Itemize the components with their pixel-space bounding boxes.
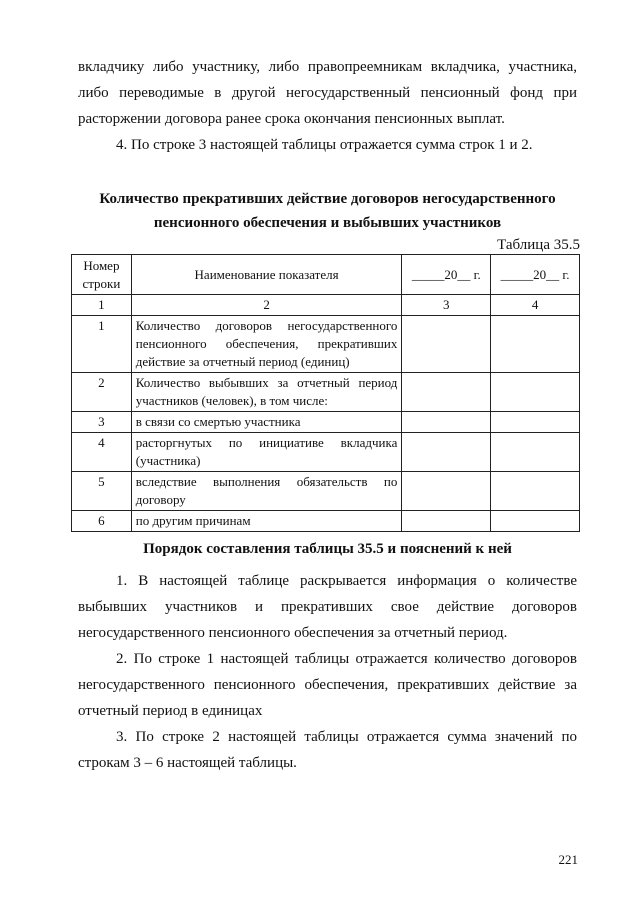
procedure-paragraph-1 [78, 568, 577, 646]
column-number-row [72, 295, 580, 316]
header-row-number-line: Номер [83, 257, 120, 273]
table-row [72, 316, 580, 373]
procedure-line: 2. По строке 1 настоящей таблицы отражается количество договоров [116, 651, 577, 667]
column-number: 3 [402, 295, 491, 316]
row-indicator-line: действие за отчетный период (единиц) [135, 354, 350, 369]
procedure-line: отчетный период в единицах [78, 703, 263, 719]
page-number: 221 [558, 852, 578, 867]
row-indicator-line: расторгнутых по инициативе вкладчика [135, 435, 398, 450]
header-indicator: Наименование показателя [131, 255, 402, 295]
row-value-col-4 [491, 412, 580, 433]
section-title-line-1: Количество прекративших действие договоров негосударственного [99, 191, 556, 207]
row-number: 4 [72, 433, 132, 472]
intro-line: либо переводимые в другой негосударственный пенсионный фонд при [78, 85, 577, 101]
intro-line: расторжении договора ранее срока окончания пенсионных выплат. [78, 111, 505, 127]
row-number: 3 [72, 412, 132, 433]
row-number: 1 [72, 316, 132, 373]
row-number: 5 [72, 472, 132, 511]
row-indicator-line: договору [135, 492, 186, 507]
row-indicator-name [131, 472, 402, 511]
row-number: 2 [72, 373, 132, 412]
procedure-line: выбывших участников и прекративших свое действие договоров [78, 599, 577, 615]
intro-paragraph [78, 54, 577, 132]
row-value-col-3 [402, 316, 491, 373]
row-value-col-3 [402, 472, 491, 511]
table-row [72, 373, 580, 412]
row-indicator-line: в связи со смертью участника [135, 414, 301, 429]
column-number: 4 [491, 295, 580, 316]
procedure-title: Порядок составления таблицы 35.5 и пояснений к ней [143, 541, 512, 557]
row-indicator-line: пенсионного обеспечения, прекративших [135, 336, 398, 351]
row-value-col-3 [402, 511, 491, 532]
procedure-line: негосударственного пенсионного обеспечения за отчетный период. [78, 625, 508, 641]
row-indicator-name [131, 373, 402, 412]
row-value-col-4 [491, 373, 580, 412]
row-value-col-4 [491, 433, 580, 472]
row-value-col-4 [491, 316, 580, 373]
row-indicator-line: по другим причинам [135, 513, 251, 528]
procedure-line: негосударственного пенсионного обеспечения, прекративших действие за [78, 677, 577, 693]
header-row-number-line: строки [82, 275, 121, 291]
procedure-line: 3. По строке 2 настоящей таблицы отражается сумма значений по [116, 729, 577, 745]
row-indicator-line: Количество выбывших за отчетный период [135, 375, 398, 390]
row-indicator-name [131, 316, 402, 373]
header-year-col-4: _____20__ г. [491, 255, 580, 295]
procedure-line: 1. В настоящей таблице раскрывается информация о количестве [116, 573, 577, 589]
row-indicator-name [131, 511, 402, 532]
row-value-col-3 [402, 412, 491, 433]
row-number: 6 [72, 511, 132, 532]
table-header-row [72, 255, 580, 295]
intro-line: вкладчику либо участнику, либо правопреемникам вкладчика, участника, [78, 59, 577, 75]
section-title-line-2: пенсионного обеспечения и выбывших участников [153, 215, 502, 231]
indicators-table [71, 254, 580, 532]
procedure-paragraph-2 [78, 646, 577, 724]
intro-item-4-text: 4. По строке 3 настоящей таблицы отражается сумма строк 1 и 2. [116, 137, 533, 153]
procedure-paragraph-3 [78, 724, 577, 776]
header-year-col-3: _____20__ г. [402, 255, 491, 295]
table-row [72, 511, 580, 532]
row-value-col-4 [491, 472, 580, 511]
intro-item-4 [78, 132, 577, 158]
row-value-col-4 [491, 511, 580, 532]
row-value-col-3 [402, 433, 491, 472]
row-indicator-line: вследствие выполнения обязательств по [135, 474, 398, 489]
row-indicator-line: (участника) [135, 453, 201, 468]
header-row-number [72, 255, 132, 295]
row-indicator-line: участников (человек), в том числе: [135, 393, 328, 408]
table-row [72, 433, 580, 472]
column-number: 1 [72, 295, 132, 316]
row-indicator-name [131, 412, 402, 433]
column-number: 2 [131, 295, 402, 316]
row-indicator-name [131, 433, 402, 472]
table-label: Таблица 35.5 [497, 237, 580, 253]
table-row [72, 412, 580, 433]
row-indicator-line: Количество договоров негосударственного [135, 318, 398, 333]
table-row [72, 472, 580, 511]
procedure-line: строкам 3 – 6 настоящей таблицы. [78, 755, 297, 771]
row-value-col-3 [402, 373, 491, 412]
